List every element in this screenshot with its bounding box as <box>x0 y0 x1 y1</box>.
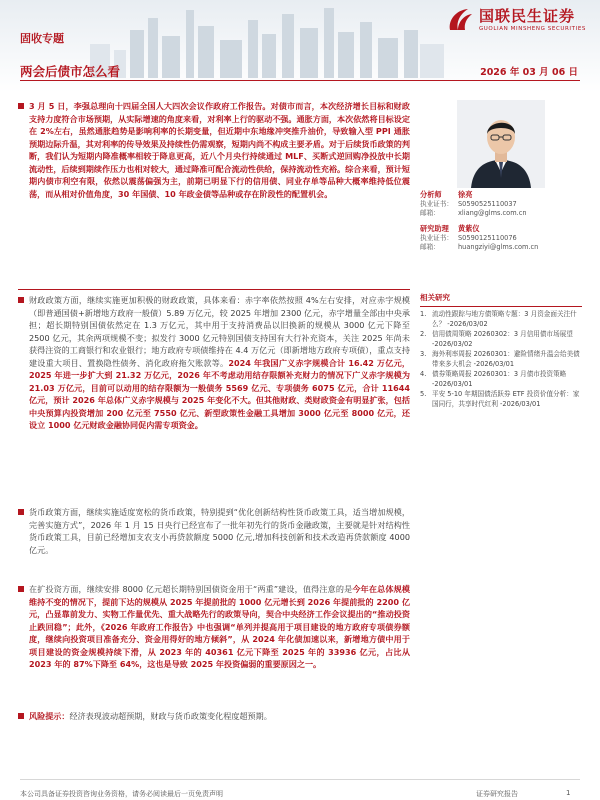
bullet-square-icon <box>18 586 24 592</box>
email-label: 邮箱： <box>420 243 440 252</box>
investment-highlight: 今年在总体规模维持不变的情况下，提前下达的规模从 2025 年提前批的 1000 亿元增长到 2026 年提前批的 2200 亿元，凸显靠前发力、实物工作量优先、重大战略先行的政策导向，契合中央经济工作会议提出的“推动投资止跌回稳”；此外，《2026 年政府工作报告》中也强调“单列并提高用于项目建设的地方政府专项债券额度，继续向投资项目准备充分、资金用得好的地方倾斜”，从 2024 年化债加速以来，新增地方债中用于项目建设的资金规模持续下滑，从 2023 年的 40361 亿元下降至 2025 年的 33936 亿元，占比从 2023 年的 87%下降至 64%，这也是导致 2025 年投资偏弱的重要原因之一。 <box>29 584 410 670</box>
analyst-photo <box>457 100 545 188</box>
related-research-title: 相关研究 <box>420 292 582 307</box>
related-research-item[interactable]: 4. 债券策略周报 20260301：3 月债市投资策略 -2026/03/01 <box>420 370 567 388</box>
page-title: 两会后债市怎么看 <box>20 64 121 79</box>
analyst-cert: S0590525110037 <box>458 199 517 208</box>
fiscal-policy-text: 财政政策方面，继续实施更加积极的财政政策，具体来看：赤字率依然按照 4%左右安排，对应赤字规模（即普通国债+新增地方政府一般债）5.89 万亿元，较 2025 年增加 2300 亿元，赤字增量全部由中央承担；超长期特别国债依然定在 1.3 万亿元，其中用于支持消费品以旧换新的规模从 3000 亿元下降至 2500 亿元，其余两项规模不变；拟发行 3000 亿元特别国债支持国有大行补充资本，关注 2025 年尚未获得注资的工商银行和农业银行；地方政府专项债维持在 4.4 万亿元（即新增地方政府专项债），重点支持建设重大项目、置换隐性债务、消化政府拖欠账款等。 <box>29 295 410 368</box>
risk-warning-paragraph <box>18 710 410 724</box>
analyst-email[interactable]: xliang@glms.com.cn <box>458 209 527 218</box>
analyst-name: 黄紫仪 <box>458 224 480 233</box>
footer-disclaimer: 本公司具备证券投资咨询业务资格，请务必阅读最后一页免责声明 <box>20 790 223 798</box>
title-divider <box>20 80 580 81</box>
related-research-item[interactable]: 2. 信用债周策略 20260302：3 月信用债市场展望 -2026/03/02 <box>420 330 573 348</box>
fiscal-policy-highlight: 2024 年我国广义赤字规模合计 16.42 万亿元，2025 年进一步扩大到 21.32 万亿元，2026 年不考虑动用结存限额补充财力的情况下广义赤字规模为 21.03 万亿元，目前可以动用的结存限额为一般债务 5569 亿元、专项债务 6075 亿元，合计 11644 亿元，预计 2026 年总体广义赤字规模与 2025 年变化不大。但其他财政、类财政资金有明显扩张，包括中央预算内投资增加 200 亿元至 7550 亿元、新型政策性金融工具增加 3000 亿元至 8000 亿元，还设立 1000 亿元财政金融协同促内需专项资金。 <box>29 357 410 431</box>
report-date: 2026 年 03 月 06 日 <box>480 67 578 78</box>
analyst-cert: S0590125110076 <box>458 233 517 242</box>
analyst-portrait-icon <box>457 100 545 188</box>
analyst-card <box>420 224 582 253</box>
bullet-square-icon <box>18 509 24 515</box>
main-content <box>18 100 410 724</box>
page-number: 1 <box>566 789 571 797</box>
footer-report-type: 证券研究报告 <box>476 790 518 798</box>
analyst-email[interactable]: huangziyi@glms.com.cn <box>458 243 539 252</box>
bullet-square-icon <box>18 297 24 303</box>
related-research <box>420 292 582 410</box>
fiscal-policy-paragraph <box>18 294 410 504</box>
summary-paragraph <box>18 100 410 287</box>
bullet-square-icon <box>18 713 24 719</box>
bullet-square-icon <box>18 103 24 109</box>
email-label: 邮箱： <box>420 209 440 218</box>
investment-text: 在扩投资方面，继续安排 8000 亿元超长期特别国债资金用于“两重”建设，值得注意的是 <box>29 584 353 594</box>
logo-english-name: GUOLIAN MINSHENG SECURITIES <box>478 25 586 32</box>
risk-warning-text: 经济表现波动超预期，财政与货币政策变化程度超预期。 <box>69 711 272 721</box>
related-research-item[interactable]: 5. 平安 5-10 年期国债活跃券 ETF 投资价值分析：家国同行，共享时代红利 -2026/03/01 <box>420 390 580 408</box>
monetary-policy-paragraph <box>18 506 410 581</box>
analyst-card <box>420 190 582 219</box>
analyst-role: 分析师 <box>420 190 442 199</box>
related-research-item[interactable]: 3. 海外利率周报 20260301：避险情绪升温会给美债带来多大机会 -2026/03/01 <box>420 350 580 368</box>
footer-divider <box>20 779 580 780</box>
analyst-name: 徐亮 <box>458 190 473 199</box>
report-section-label: 固收专题 <box>20 32 64 45</box>
monetary-policy-text: 货币政策方面，继续实施适度宽松的货币政策，特别提到“优化创新结构性货币政策工具，适当增加规模，完善实施方式”，2026 年 1 月 15 日央行已经宣布了一批年初先行的货币金融政策，主要就是针对结构性货币政策工具，目前已经增加支农支小再贷款额度 5000 亿元,增加科技创新和技术改造再贷款额度 4000 亿元。 <box>29 507 410 555</box>
cert-label: 执业证书： <box>420 199 453 208</box>
analyst-role: 研究助理 <box>420 224 449 233</box>
related-research-item[interactable]: 1. 流动性跟踪与地方债策略专题：3 月资金面关注什么？ -2026/03/02 <box>420 310 577 328</box>
logo-chinese-name: 国联民生证券 <box>478 6 575 25</box>
guolian-logo-icon <box>446 6 474 34</box>
risk-warning-label: 风险提示： <box>29 711 70 721</box>
brand-logo <box>446 6 586 34</box>
summary-text: 3 月 5 日，李强总理向十四届全国人大四次会议作政府工作报告。对债市而言，本次经济增长目标和财政支持力度符合市场预期，从实际增速的角度来看，对利率上行的驱动不强。通胀方面，本次依然将目标设定在 2%左右，虽然通胀趋势是影响利率的长期变量，但近期中东地缘冲突推升油价，导致输入型 PPI 通胀预期边际升温，其对利率的传导效果及持续性仍需观察，短期内尚不构成主要矛盾。对于后续货币政策的判断，我们认为短期内降准概率相较于降息更高，近八个月央行持续通过 MLF、买断式逆回购净投放中长期流动性，后续到期续作压力也相对较大，通过降准可配合流动性供给，保持流动性充裕。综合来看，预计短期内债市利空有限，依然以震荡偏强为主，前期已明显下行的信用债、同业存单等品种大概率维持低位震荡，而从相对价值角度，30 年国债、10 年政金债等品种或存在阶段性的配置机会。 <box>29 101 410 199</box>
cert-label: 执业证书： <box>420 233 453 242</box>
summary-divider <box>18 289 410 290</box>
investment-paragraph <box>18 583 410 708</box>
